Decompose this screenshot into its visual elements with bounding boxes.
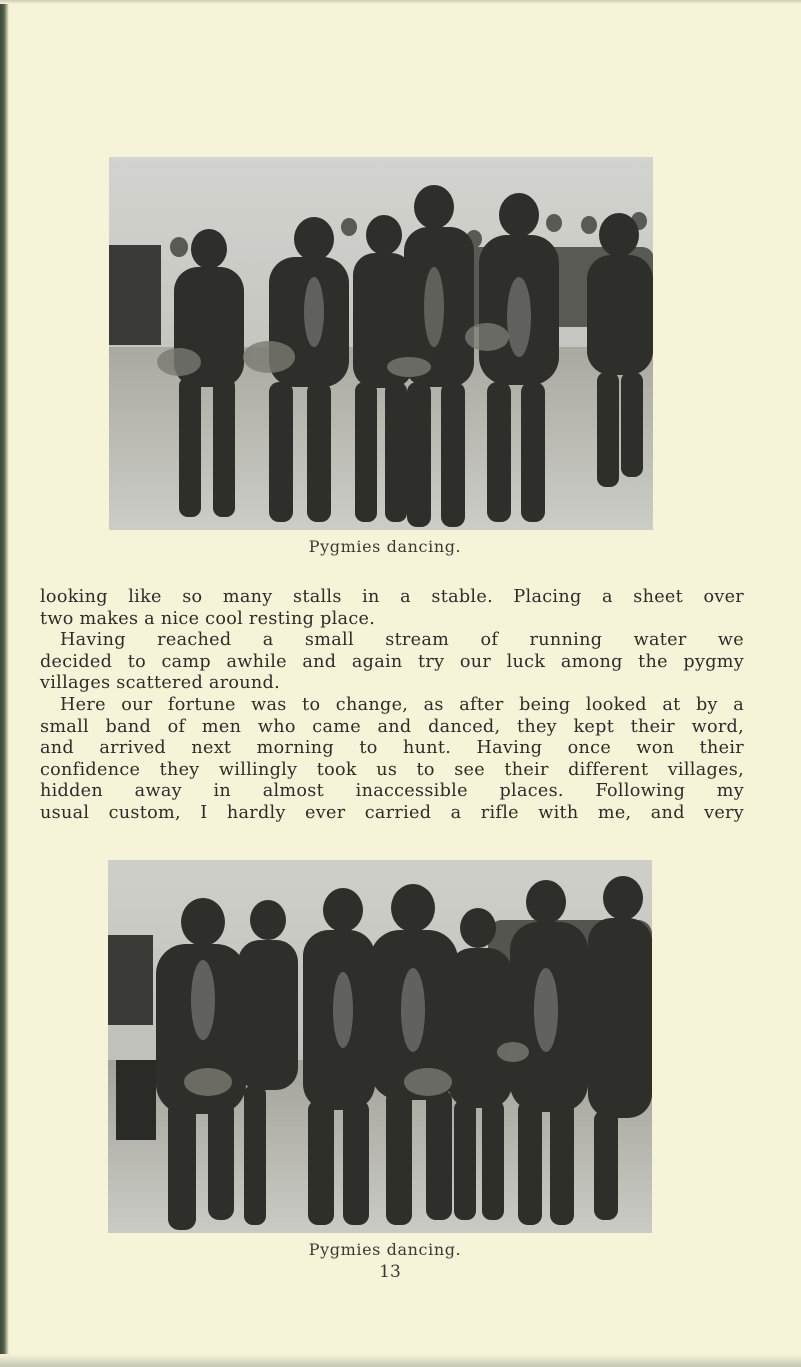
text-line: decided to camp awhile and again try our luck among the pygmy [40,651,744,672]
figure-caption-1: Pygmies dancing. [308,537,462,556]
page-top-edge [0,0,801,4]
photo-pygmies-dancing-1 [109,157,653,530]
text-line: usual custom, I hardly ever carried a rifle with me, and very [40,802,744,823]
text-line: looking like so many stalls in a stable. Placing a sheet over [40,587,744,607]
text-line: hidden away in almost inaccessible places. Following my [40,781,744,802]
binding-edge [0,0,9,1367]
text-line: small band of men who came and danced, they kept their word, [40,716,744,737]
text-line: villages scattered around. [40,673,281,694]
text-line: Having reached a small stream of running water we [60,630,744,651]
text-line: two makes a nice cool resting place. [40,608,376,629]
photo-pygmies-dancing-2 [108,860,652,1233]
text-line: Here our fortune was to change, as after being looked at by a [60,694,744,715]
page-bottom-edge [0,1354,801,1367]
body-text [40,587,744,825]
figure-caption-2: Pygmies dancing. [308,1240,462,1259]
text-line: and arrived next morning to hunt. Having once won their [40,738,744,759]
page-number: 13 [379,1262,401,1282]
text-line: confidence they willingly took us to see their different villages, [40,759,744,780]
